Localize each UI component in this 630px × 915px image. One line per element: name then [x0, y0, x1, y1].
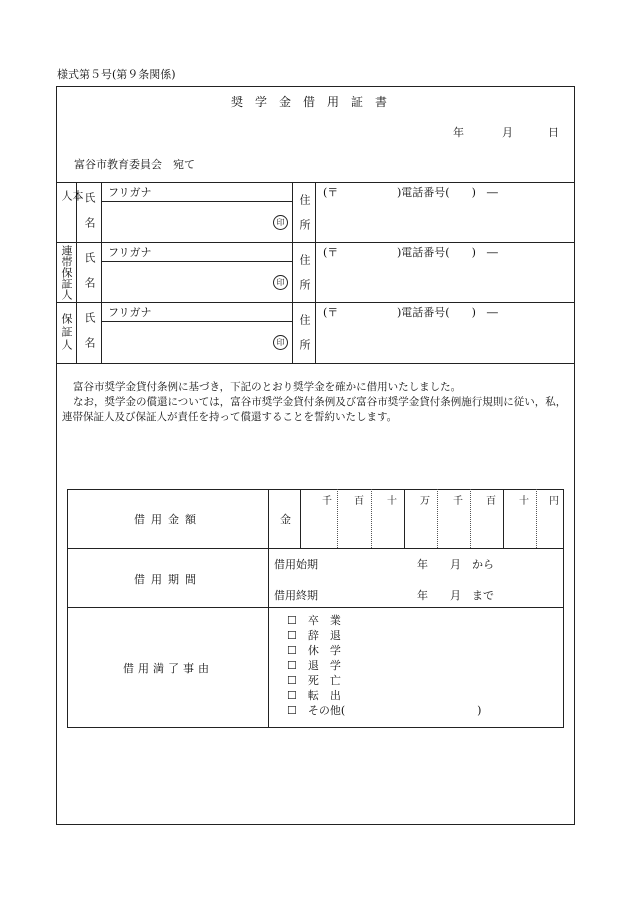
- name-label-joint-guarantor: 氏名: [83, 252, 96, 302]
- role-principal: 本人: [60, 190, 84, 215]
- period-end-label: 借用終期: [274, 589, 318, 602]
- phone-principal: )電話番号( ) ―: [342, 186, 498, 199]
- name-label-principal: 氏名: [83, 192, 96, 242]
- phone-guarantor: )電話番号( ) ―: [342, 306, 498, 319]
- role-guarantor: 保証人: [60, 313, 73, 352]
- digit-separator: [536, 489, 537, 548]
- loan-table-label-column-line: [268, 489, 269, 728]
- postal-mark-guarantor: (〒: [323, 306, 339, 319]
- address-label-principal: 住所: [298, 194, 311, 244]
- date-year: 年: [453, 126, 464, 139]
- amount-prefix-line: [300, 489, 301, 548]
- address-label-guarantor: 住所: [298, 314, 311, 364]
- name-column-line: [292, 182, 293, 363]
- digit-separator-major: [404, 489, 405, 548]
- loan-table-row-divider-1: [67, 548, 564, 549]
- reason-leave-of-absence-checkbox[interactable]: ☐ 休 学: [287, 644, 341, 657]
- digit-unit: 万: [420, 496, 430, 507]
- seal-joint-guarantor: 印: [273, 275, 288, 290]
- postal-mark-joint-guarantor: (〒: [323, 246, 339, 259]
- furigana-label-principal: フリガナ: [108, 186, 152, 199]
- addressee: 富谷市教育委員会 宛て: [74, 158, 195, 171]
- digit-separator-major: [503, 489, 504, 548]
- role-joint-guarantor: 連帯保証人: [60, 245, 73, 300]
- seal-principal: 印: [273, 215, 288, 230]
- furigana-divider-3: [101, 321, 292, 322]
- digit-unit: 十: [387, 496, 397, 507]
- digit-unit: 十: [519, 496, 529, 507]
- form-number: 様式第５号(第９条関係): [57, 68, 176, 81]
- amount-label: 借用金額: [134, 513, 202, 526]
- furigana-divider-2: [101, 261, 292, 262]
- digit-separator: [371, 489, 372, 548]
- period-start-label: 借用始期: [274, 558, 318, 571]
- digit-unit: 円: [549, 496, 559, 507]
- period-end-value: 年 月 まで: [417, 589, 494, 602]
- reason-move-out-checkbox[interactable]: ☐ 転 出: [287, 689, 341, 702]
- address-label-column-line: [315, 182, 316, 363]
- name-label-column-line: [101, 182, 102, 363]
- pledge-paragraph-1: 富谷市奨学金貸付条例に基づき，下記のとおり奨学金を確かに借用いたしました。: [73, 381, 462, 393]
- digit-separator: [337, 489, 338, 548]
- furigana-label-joint-guarantor: フリガナ: [108, 246, 152, 259]
- furigana-divider-1: [101, 201, 292, 202]
- persons-table-bottom: [56, 363, 575, 364]
- reason-label: 借用満了事由: [123, 662, 213, 675]
- phone-joint-guarantor: )電話番号( ) ―: [342, 246, 498, 259]
- furigana-label-guarantor: フリガナ: [108, 306, 152, 319]
- digit-unit: 千: [453, 496, 463, 507]
- reason-other-checkbox[interactable]: ☐ その他( ): [287, 704, 482, 717]
- reason-dropout-checkbox[interactable]: ☐ 退 学: [287, 659, 341, 672]
- postal-mark-principal: (〒: [323, 186, 339, 199]
- digit-separator: [437, 489, 438, 548]
- currency-prefix: 金: [280, 513, 291, 526]
- period-label: 借用期間: [134, 573, 202, 586]
- loan-table-row-divider-2: [67, 607, 564, 608]
- digit-unit: 百: [354, 496, 364, 507]
- address-label-joint-guarantor: 住所: [298, 254, 311, 304]
- digit-unit: 百: [486, 496, 496, 507]
- date-month: 月: [502, 126, 513, 139]
- pledge-paragraph-2: なお，奨学金の償還については，富谷市奨学金貸付条例及び富谷市奨学金貸付条例施行規則に従い，私，連帯保証人及び保証人が責任を持って償還することを誓約いたします。: [62, 396, 567, 423]
- reason-death-checkbox[interactable]: ☐ 死 亡: [287, 674, 341, 687]
- digit-separator: [470, 489, 471, 548]
- date-day: 日: [548, 126, 559, 139]
- reason-withdrawal-checkbox[interactable]: ☐ 辞 退: [287, 629, 341, 642]
- period-start-value: 年 月 から: [417, 558, 494, 571]
- document-title: 奨学金借用証書: [230, 95, 399, 109]
- digit-unit: 千: [322, 496, 332, 507]
- reason-graduation-checkbox[interactable]: ☐ 卒 業: [287, 614, 341, 627]
- seal-guarantor: 印: [273, 335, 288, 350]
- name-label-guarantor: 氏名: [83, 312, 96, 362]
